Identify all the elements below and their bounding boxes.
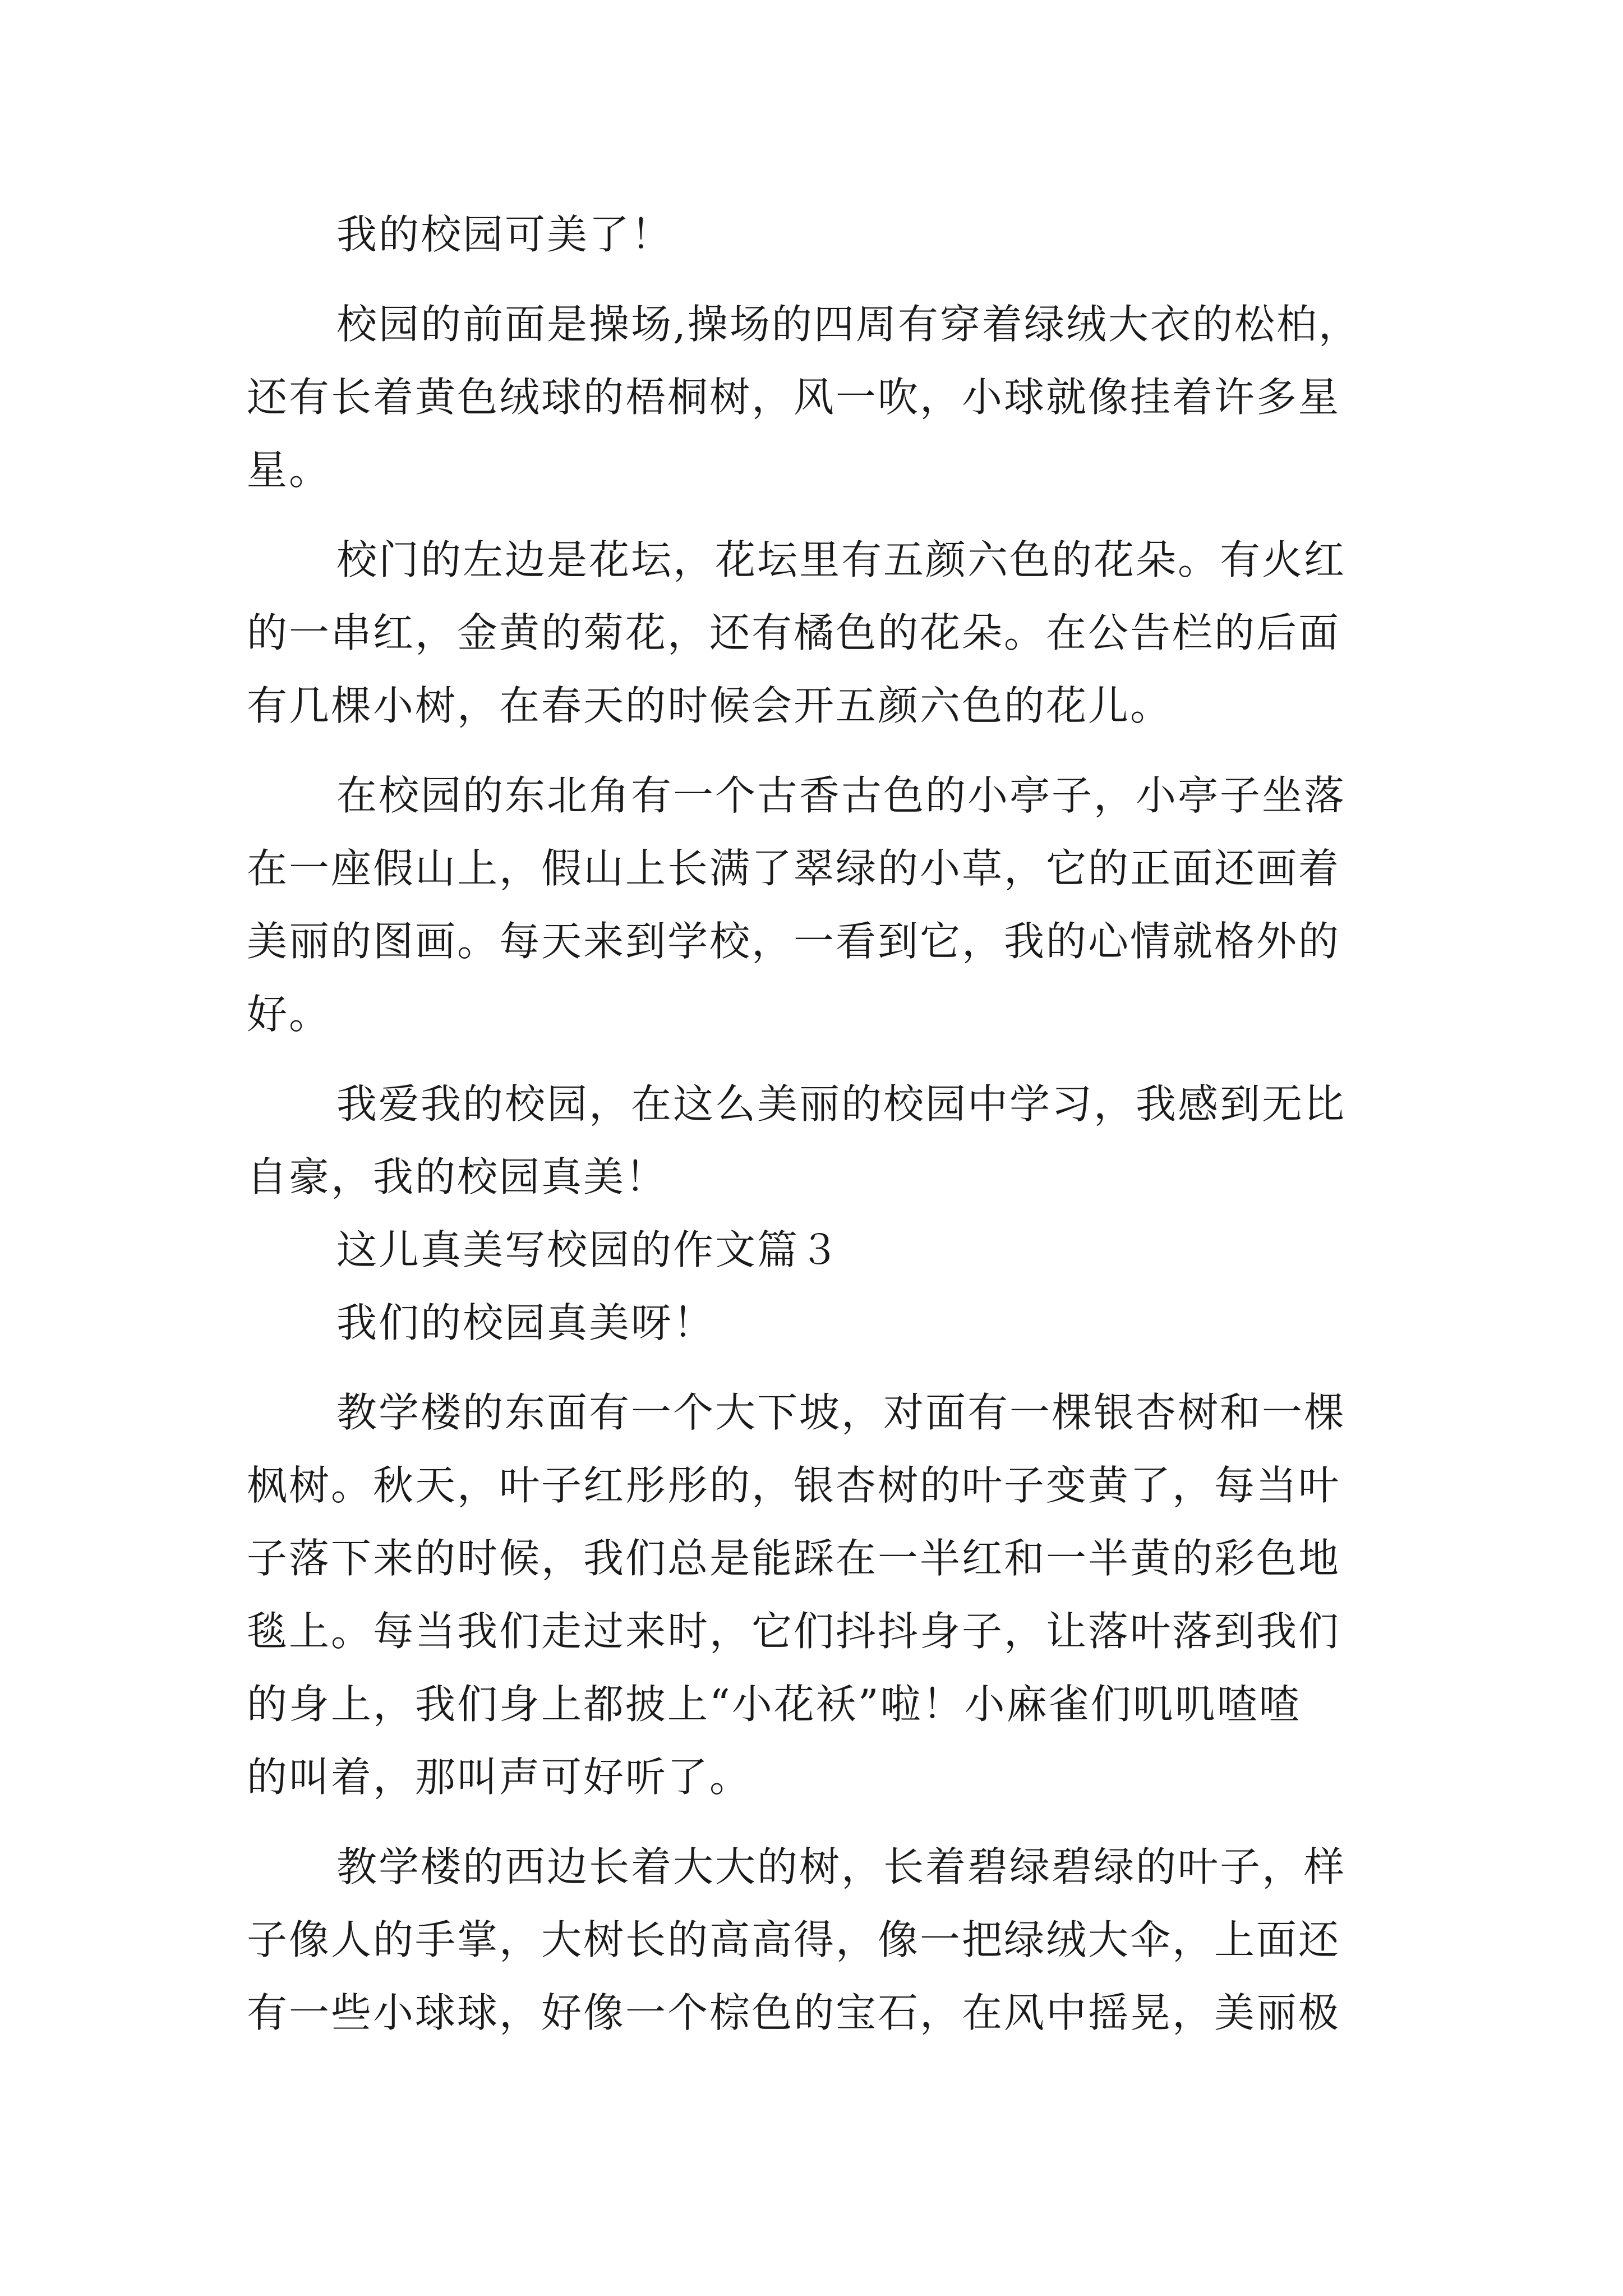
paragraph-line: 枫树。秋天，叶子红彤彤的，银杏树的叶子变黄了，每当叶 bbox=[247, 1462, 1341, 1509]
paragraph-line: 在校园的东北角有一个古香古色的小亭子，小亭子坐落 bbox=[336, 772, 1347, 819]
paragraph-line: 教学楼的东面有一个大下坡，对面有一棵银杏树和一棵 bbox=[336, 1389, 1347, 1436]
paragraph-line: 我的校园可美了！ bbox=[336, 211, 674, 258]
paragraph-line: 的一串红，金黄的菊花，还有橘色的花朵。在公告栏的后面 bbox=[247, 609, 1341, 656]
paragraph-line: 有一些小球球，好像一个棕色的宝石，在风中摇晃，美丽极 bbox=[247, 1989, 1341, 2036]
paragraph-line: 毯上。每当我们走过来时，它们抖抖身子，让落叶落到我们 bbox=[247, 1608, 1341, 1655]
paragraph-line: 校门的左边是花坛，花坛里有五颜六色的花朵。有火红 bbox=[336, 536, 1347, 583]
paragraph-line: 星。 bbox=[247, 447, 331, 494]
section-heading: 这儿真美写校园的作文篇３ bbox=[336, 1226, 842, 1273]
paragraph-line: 在一座假山上，假山上长满了翠绿的小草，它的正面还画着 bbox=[247, 845, 1341, 892]
paragraph-line: 还有长着黄色绒球的梧桐树，风一吹，小球就像挂着许多星 bbox=[247, 374, 1341, 421]
paragraph-line: 我们的校园真美呀！ bbox=[336, 1299, 716, 1346]
paragraph-line: 教学楼的西边长着大大的树，长着碧绿碧绿的叶子，样 bbox=[336, 1843, 1347, 1890]
paragraph-line: 的身上，我们身上都披上“小花袄”啦！小麻雀们叽叽喳喳 bbox=[247, 1681, 1301, 1728]
paragraph-line: 子落下来的时候，我们总是能踩在一半红和一半黄的彩色地 bbox=[247, 1535, 1341, 1582]
paragraph-line: 子像人的手掌，大树长的高高得，像一把绿绒大伞，上面还 bbox=[247, 1916, 1341, 1963]
paragraph-line: 我爱我的校园，在这么美丽的校园中学习，我感到无比 bbox=[336, 1080, 1347, 1128]
paragraph-line: 校园的前面是操场,操场的四周有穿着绿绒大衣的松柏， bbox=[336, 301, 1361, 348]
paragraph-line: 有几棵小树，在春天的时候会开五颜六色的花儿。 bbox=[247, 682, 1173, 729]
paragraph-line: 自豪，我的校园真美！ bbox=[247, 1153, 668, 1200]
paragraph-line: 美丽的图画。每天来到学校，一看到它，我的心情就格外的 bbox=[247, 918, 1341, 965]
paragraph-line: 好。 bbox=[247, 991, 331, 1038]
paragraph-line: 的叫着，那叫声可好听了。 bbox=[247, 1754, 752, 1801]
